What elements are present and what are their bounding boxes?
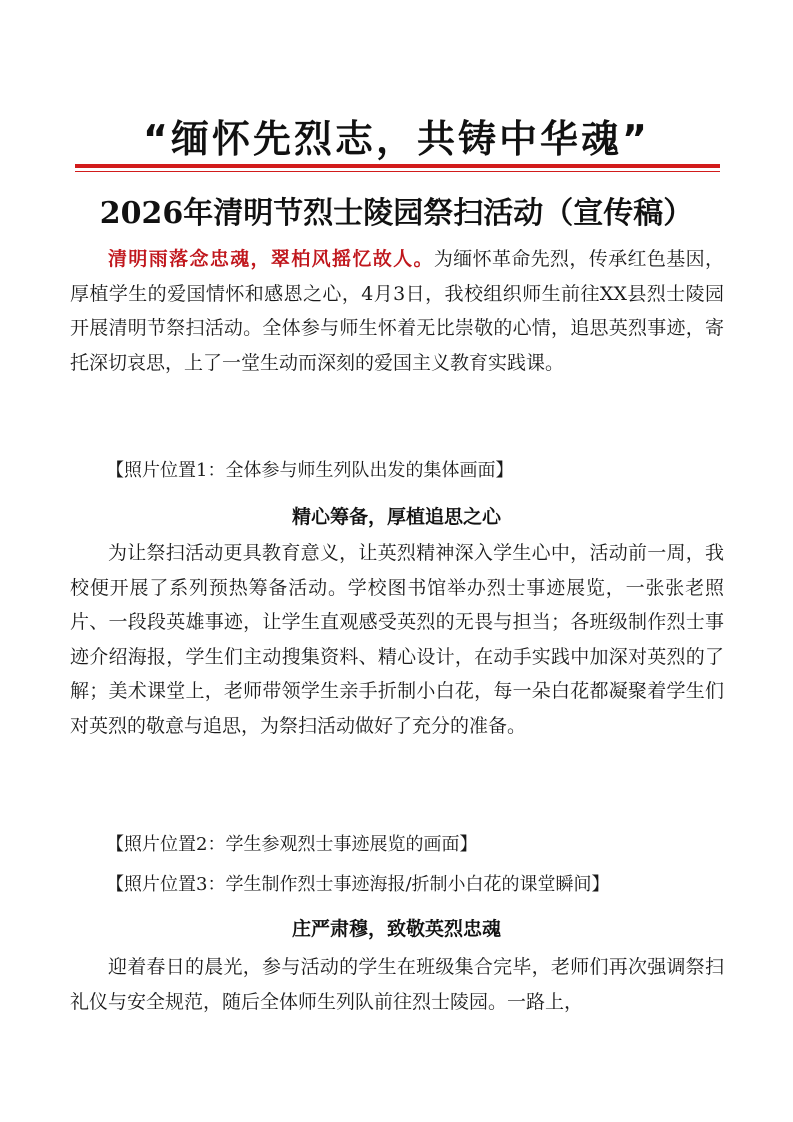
intro-text: 为缅怀革命先烈，传承红色基因，厚植学生的爱国情怀和感恩之心，4月3日，我校组织师生前往XX县烈士陵园开展清明节祭扫活动。全体参与师生怀着无比崇敬的心情，追思英烈事迹，寄托深切哀思，上了一堂生动而深刻的爱国主义教育实践课。 <box>70 248 724 374</box>
title-rule-thick <box>75 164 720 168</box>
main-title: “缅怀先烈志，共铸中华魂” <box>143 117 650 161</box>
photo-note-2: 【照片位置2：学生参观烈士事迹展览的画面】 <box>106 834 478 855</box>
section-2-paragraph: 迎着春日的晨光，参与活动的学生在班级集合完毕，老师们再次强调祭扫礼仪与安全规范，随后全体师生列队前往烈士陵园。一路上， <box>70 956 724 1013</box>
section-heading-2: 庄严肃穆，致敬英烈忠魂 <box>291 918 501 940</box>
intro-lead: 清明雨落念忠魂，翠柏风摇忆故人。 <box>108 248 434 270</box>
section-1-paragraph: 为让祭扫活动更具教育意义，让英烈精神深入学生心中，活动前一周，我校便开展了系列预热筹备活动。学校图书馆举办烈士事迹展览，一张张老照片、一段段英雄事迹，让学生直观感受英烈的无畏与担当；各班级制作烈士事迹介绍海报，学生们主动搜集资料、精心设计，在动手实践中加深对英烈的了解；美术课堂上，老师带领学生亲手折制小白花，每一朵白花都凝聚着学生们对英烈的敬意与追思，为祭扫活动做好了充分的准备。 <box>70 542 724 737</box>
photo-note-3: 【照片位置3：学生制作烈士事迹海报/折制小白花的课堂瞬间】 <box>106 874 610 895</box>
intro-paragraph <box>70 242 724 380</box>
title-rule-thin <box>75 171 720 172</box>
photo-note-1: 【照片位置1：全体参与师生列队出发的集体画面】 <box>106 460 514 481</box>
section-heading-1: 精心筹备，厚植追思之心 <box>291 506 501 528</box>
sub-title: 2026年清明节烈士陵园祭扫活动（宣传稿） <box>99 196 694 231</box>
